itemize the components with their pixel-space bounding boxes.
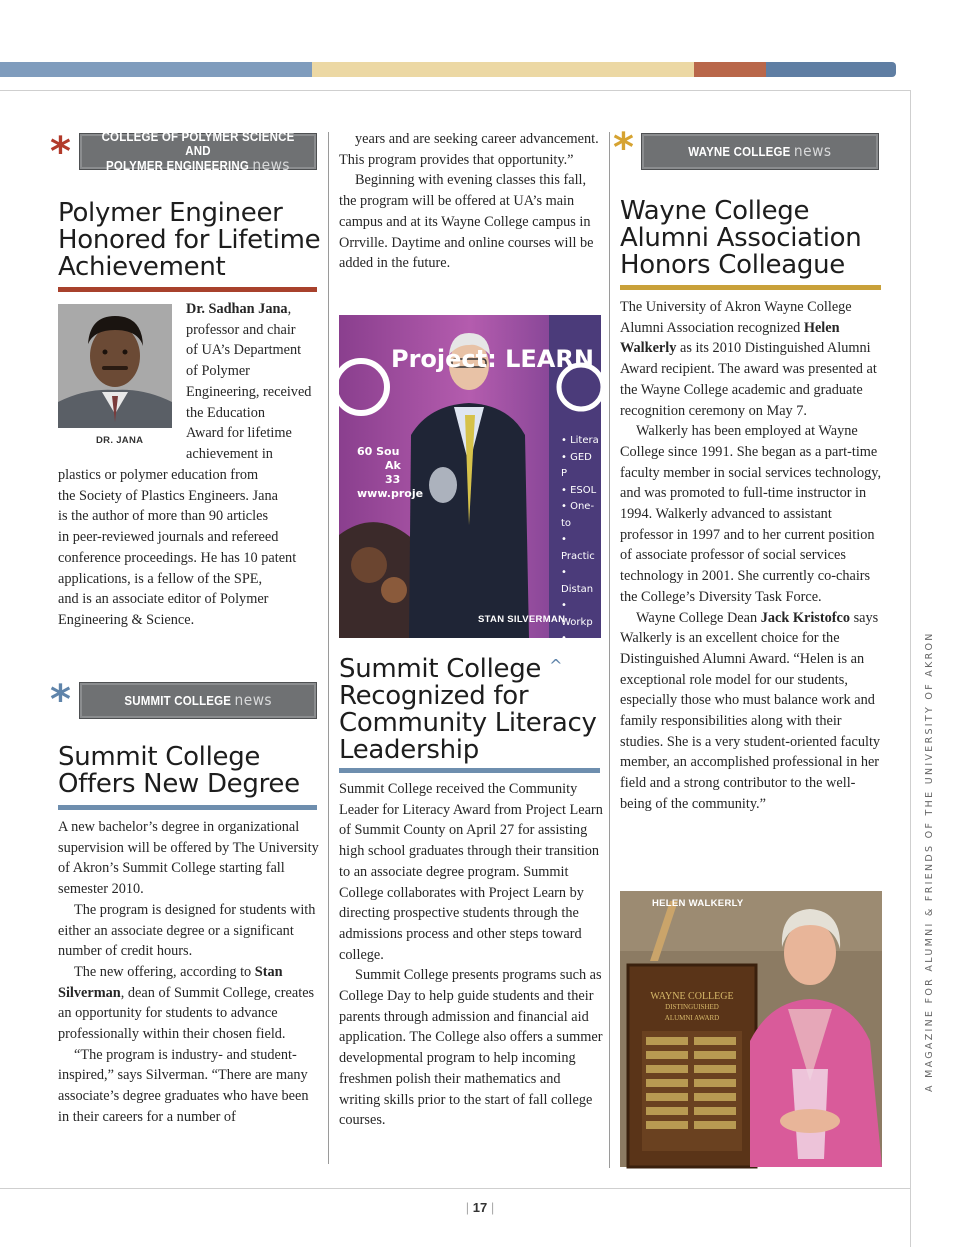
- section-label-line: [124, 693, 272, 708]
- headline-polymer: [58, 200, 323, 281]
- plaque-line: DISTINGUISHED: [665, 1003, 719, 1011]
- section-label-wayne: [641, 133, 879, 170]
- banner-list-text: Compu: [561, 682, 597, 694]
- paragraph: [620, 297, 884, 421]
- headline-line: Achievement: [58, 252, 226, 282]
- photo-caption: DR. JANA: [96, 435, 144, 446]
- text-line: applications, is a fellow of the SPE,: [58, 570, 263, 587]
- text-line: professor and chair: [186, 321, 296, 338]
- headline-line: Summit College: [58, 742, 261, 772]
- banner-list-item: • GED P: [561, 451, 592, 479]
- banner-list-text: Family: [561, 649, 594, 661]
- text-line: the Society of Plastics Engineers. Jana: [58, 487, 278, 504]
- headline-line: Honored for Lifetime: [58, 225, 321, 255]
- text-fragment: says Walkerly is an excellent choice for the Distinguished Alumni Award. “Helen is an exceptional role model for our students, especially those who must balance work and family responsibilities along with their studies. She is a very student-oriented faculty member, an accomplished professional in her field and a strong contributor to the well-being of the community.”: [620, 609, 881, 812]
- header-band-tan: [312, 62, 694, 77]
- caret-up-icon: ^: [549, 656, 563, 675]
- headline-summit-literacy: [339, 649, 604, 765]
- banner-list-item: • Distan: [561, 567, 594, 595]
- text-line: [186, 299, 321, 320]
- news-tag: news: [794, 142, 832, 160]
- asterisk-icon: *: [50, 677, 71, 723]
- top-divider: [0, 90, 910, 91]
- banner-list-item: • Family: [561, 633, 594, 661]
- headline-wayne: [620, 198, 890, 279]
- banner-list-text: Distan: [561, 583, 594, 595]
- page-number-value: 17: [472, 1200, 488, 1215]
- paragraph: Summit College presents programs such as College Day to help guide students and their parents through admission and financial aid application. The College also offers a summer developmental program to help incoming freshmen polish their mathematics and writing skills prior to the start of fall college courses.: [339, 967, 603, 1129]
- wayne-body: [620, 297, 884, 815]
- banner-list-item: • ESOL: [561, 484, 597, 496]
- paragraph: A new bachelor’s degree in organizational supervision will be offered by The University of Akron’s Summit College starting fall semester 2010.: [58, 819, 319, 898]
- banner-line: www.proje: [357, 487, 424, 500]
- paragraph: Beginning with evening classes this fall, the program will be offered at UA’s main campus and at its Wayne College campus in Orrville. Daytime and online courses will be added in the future.: [339, 172, 594, 272]
- page-number-divider: |: [465, 1200, 470, 1215]
- column-rule-left: [328, 132, 329, 1164]
- plaque-text: [634, 991, 750, 1024]
- headline-rule-polymer: [58, 287, 317, 292]
- summit-degree-body: [58, 817, 320, 1128]
- section-label-text: POLYMER ENGINEERING: [106, 159, 250, 173]
- person-name: Helen Walkerly: [620, 319, 840, 357]
- section-label-line: [688, 144, 831, 159]
- text-fragment: , dean of Summit College, creates an opportunity for students to advance professionally within their chosen field.: [58, 984, 315, 1043]
- news-tag: news: [234, 691, 272, 709]
- magazine-tagline: A MAGAZINE FOR ALUMNI & FRIENDS OF THE UNIVERSITY OF AKRON: [924, 631, 935, 1092]
- section-label-polymer: [79, 130, 317, 174]
- polymer-body-text: [58, 465, 323, 631]
- paragraph: The program is designed for students with either an associate degree or a significant number of credit hours.: [58, 901, 316, 960]
- section-label-text: WAYNE COLLEGE: [688, 145, 791, 159]
- news-tag: news: [252, 156, 290, 174]
- headline-rule-wayne: [620, 285, 881, 290]
- text-line: is the author of more than 90 articles: [58, 508, 269, 525]
- jana-photo: [58, 304, 172, 428]
- walkerly-photo: [620, 891, 882, 1167]
- banner-list-item: • Workp: [561, 600, 593, 628]
- headline-line: Polymer Engineer: [58, 198, 283, 228]
- right-divider: [910, 90, 911, 1247]
- banner-list-text: GED P: [561, 451, 592, 479]
- text-line: Award for lifetime: [186, 425, 292, 442]
- text-fragment: as its 2010 Distinguished Alumni Award recipient. The award was presented at the Wayne College academic and graduate recognition ceremony on May 7.: [620, 340, 877, 419]
- text-line: Engineering & Science.: [58, 611, 195, 628]
- headline-text: Summit College: [339, 654, 542, 684]
- section-label-summit: [79, 682, 317, 719]
- asterisk-icon: *: [613, 125, 634, 171]
- paragraph: years and are seeking career advancement. This program provides that opportunity.”: [339, 131, 599, 168]
- bottom-divider: [0, 1188, 910, 1189]
- header-band-rust: [694, 62, 766, 77]
- banner-line: 33: [385, 473, 401, 486]
- banner-title: Project: LEARN: [391, 345, 594, 373]
- headline-line: [339, 649, 604, 684]
- photo-caption: STAN SILVERMAN: [478, 614, 566, 625]
- banner-list-item: • Litera: [561, 435, 599, 446]
- page-number-divider: |: [490, 1200, 495, 1215]
- person-name: Stan Silverman: [58, 963, 283, 1001]
- banner-list-text: ESOL: [570, 484, 597, 496]
- summit-literacy-body: [339, 779, 603, 1131]
- text-line: of Polymer: [186, 363, 250, 380]
- paragraph: [58, 962, 320, 1045]
- section-label-line: COLLEGE OF POLYMER SCIENCE AND: [101, 130, 295, 158]
- text-line: in peer-reviewed journals and refereed: [58, 529, 279, 546]
- headline-line: Honors Colleague: [620, 250, 845, 280]
- headline-line: Offers New Degree: [58, 769, 300, 799]
- headline-line: Community Literacy: [339, 708, 597, 738]
- headline-line: Alumni Association: [620, 223, 862, 253]
- banner-address: [357, 445, 423, 501]
- headline-line: Leadership: [339, 735, 479, 765]
- banner-list-text: Practic: [561, 550, 595, 562]
- paragraph: Walkerly has been employed at Wayne College since 1991. She began as a part-time faculty member in social services technology, and was promoted to full-time instructor in 1994. Walkerly advanced to assistant professor in 1997 and to her current position of associate professor of social services technology in 2001. She currently co-chairs the College’s Diversity Task Force.: [620, 423, 882, 605]
- text-fragment: The new offering, according to: [74, 963, 255, 980]
- section-label-text: SUMMIT COLLEGE: [124, 694, 231, 708]
- text-line: the Education: [186, 404, 266, 421]
- banner-list-item: • Practic: [561, 534, 595, 562]
- person-name: Jack Kristofco: [760, 609, 851, 626]
- text-line: and is an associate editor of Polymer: [58, 591, 269, 608]
- summit-degree-continued: [339, 129, 601, 274]
- plaque-line: ALUMNI AWARD: [664, 1014, 720, 1022]
- banner-list-item: • One-to: [561, 501, 595, 529]
- banner-list-text: Workp: [561, 616, 593, 628]
- plaque-line: WAYNE COLLEGE: [650, 991, 734, 1002]
- text-line: Engineering, received: [186, 383, 312, 400]
- person-name: Dr. Sadhan Jana: [186, 301, 288, 317]
- text-fragment: Wayne College Dean: [636, 609, 761, 626]
- text-line: plastics or polymer education from: [58, 467, 259, 483]
- headline-line: Recognized for: [339, 681, 529, 711]
- text-fragment: The University of Akron Wayne College Alumni Association recognized: [620, 299, 852, 336]
- polymer-wrap-text: [186, 299, 321, 465]
- asterisk-icon: *: [50, 129, 71, 175]
- headline-rule-summit: [58, 805, 317, 810]
- headline-summit-degree: [58, 744, 323, 798]
- text-line: conference proceedings. He has 10 patent: [58, 549, 297, 566]
- text-line: achievement in: [186, 445, 273, 462]
- headline-rule-literacy: [339, 768, 600, 773]
- text-fragment: ,: [287, 301, 292, 317]
- paragraph: “The program is industry- and student-inspired,” says Silverman. “There are many associate’s degree graduates who have been in their careers for a number of: [58, 1046, 309, 1125]
- photo-caption: HELEN WALKERLY: [652, 898, 744, 909]
- header-band-blue: [0, 62, 312, 77]
- banner-list-item: • Compu: [561, 666, 597, 694]
- section-label-line: [106, 158, 290, 173]
- banner-list-text: One-to: [561, 501, 595, 529]
- banner-list-text: Litera: [570, 435, 599, 446]
- text-line: of UA’s Department: [186, 342, 302, 359]
- banner-line: Ak: [385, 459, 401, 472]
- paragraph: Summit College received the Community Leader for Literacy Award from Project Learn of Summit County on April 27 for assisting high school graduates through their transition to an associate degree program. Summit College collaborates with Project Learn by directing prospective students through the admissions process and other steps toward college.: [339, 781, 603, 963]
- banner-line: 60 Sou: [357, 445, 400, 458]
- page-number: [0, 1200, 960, 1215]
- column-rule-right: [609, 132, 610, 1168]
- paragraph: [620, 608, 884, 815]
- header-band-slate: [766, 62, 896, 77]
- headline-line: Wayne College: [620, 196, 810, 226]
